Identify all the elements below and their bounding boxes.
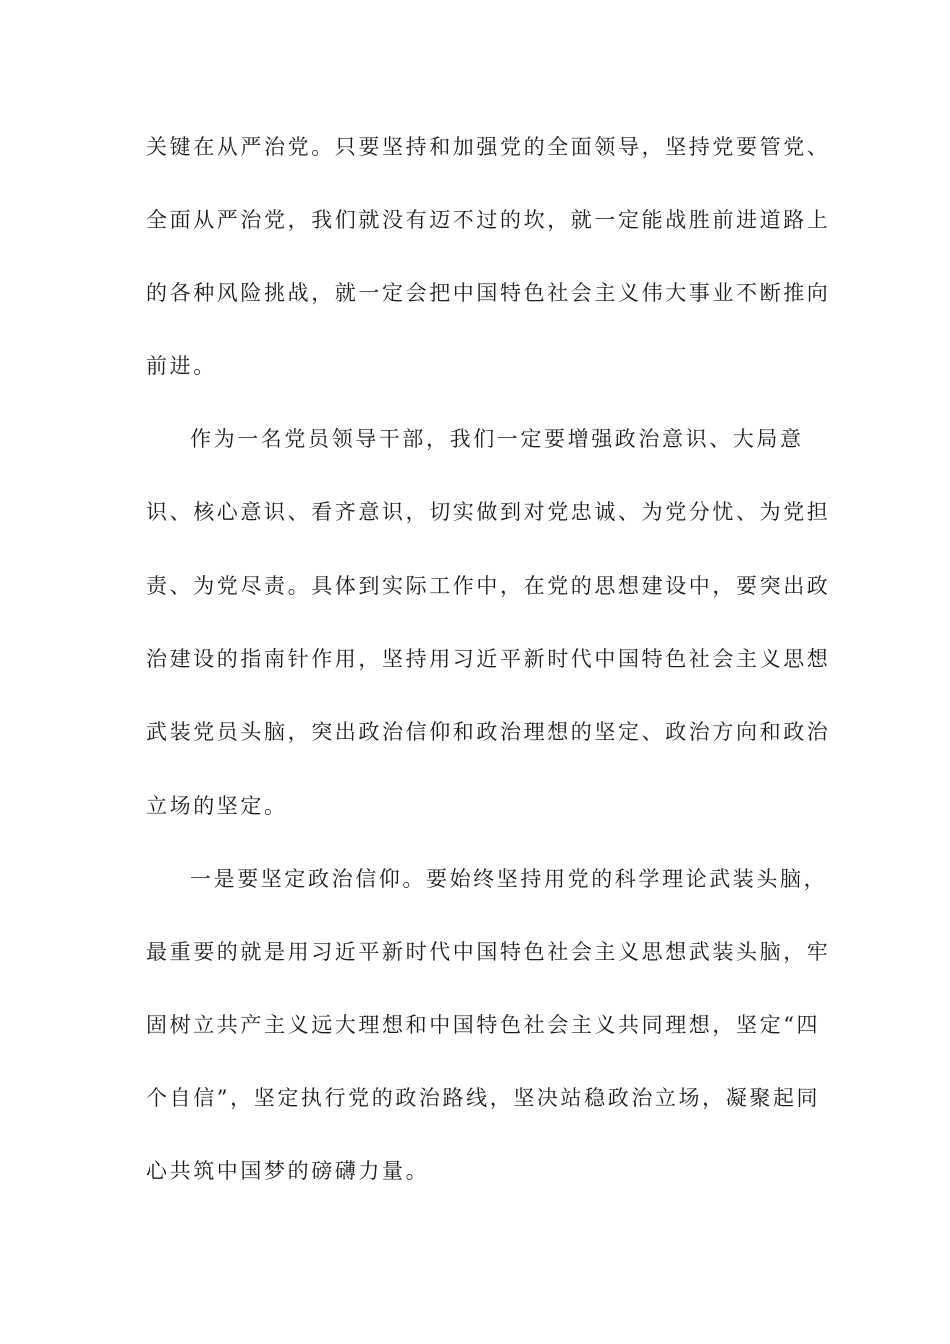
paragraph-1-line-2: 全面从严治党，我们就没有迈不过的坎，就一定能战胜前进道路上 [146, 208, 831, 232]
paragraph-3-line-5: 心共筑中国梦的磅礴力量。 [146, 1159, 430, 1183]
paragraph-1-line-1: 关键在从严治党。只要坚持和加强党的全面领导，坚持党要管党、 [146, 135, 831, 159]
paragraph-2-line-6: 立场的坚定。 [146, 794, 288, 818]
paragraph-1-line-3: 的各种风险挑战，就一定会把中国特色社会主义伟大事业不断推向 [146, 281, 831, 305]
paragraph-2-line-2: 识、核心意识、看齐意识，切实做到对党忠诚、为党分忧、为党担 [146, 500, 831, 524]
paragraph-2-line-3: 责、为党尽责。具体到实际工作中，在党的思想建设中，要突出政 [146, 574, 831, 598]
paragraph-3-line-4: 个自信”，坚定执行党的政治路线，坚决站稳政治立场，凝聚起同 [146, 1086, 821, 1110]
paragraph-2-line-5: 武装党员头脑，突出政治信仰和政治理想的坚定、政治方向和政治 [146, 720, 831, 744]
paragraph-3-line-2: 最重要的就是用习近平新时代中国特色社会主义思想武装头脑，牢 [146, 940, 831, 964]
paragraph-1-line-4: 前进。 [146, 354, 217, 378]
paragraph-3-line-1: 一是要坚定政治信仰。要始终坚持用党的科学理论武装头脑， [190, 867, 828, 891]
paragraph-3-line-3: 固树立共产主义远大理想和中国特色社会主义共同理想，坚定“四 [146, 1013, 821, 1037]
paragraph-2-line-1: 作为一名党员领导干部，我们一定要增强政治意识、大局意 [190, 427, 804, 451]
paragraph-2-line-4: 治建设的指南针作用，坚持用习近平新时代中国特色社会主义思想 [146, 647, 831, 671]
